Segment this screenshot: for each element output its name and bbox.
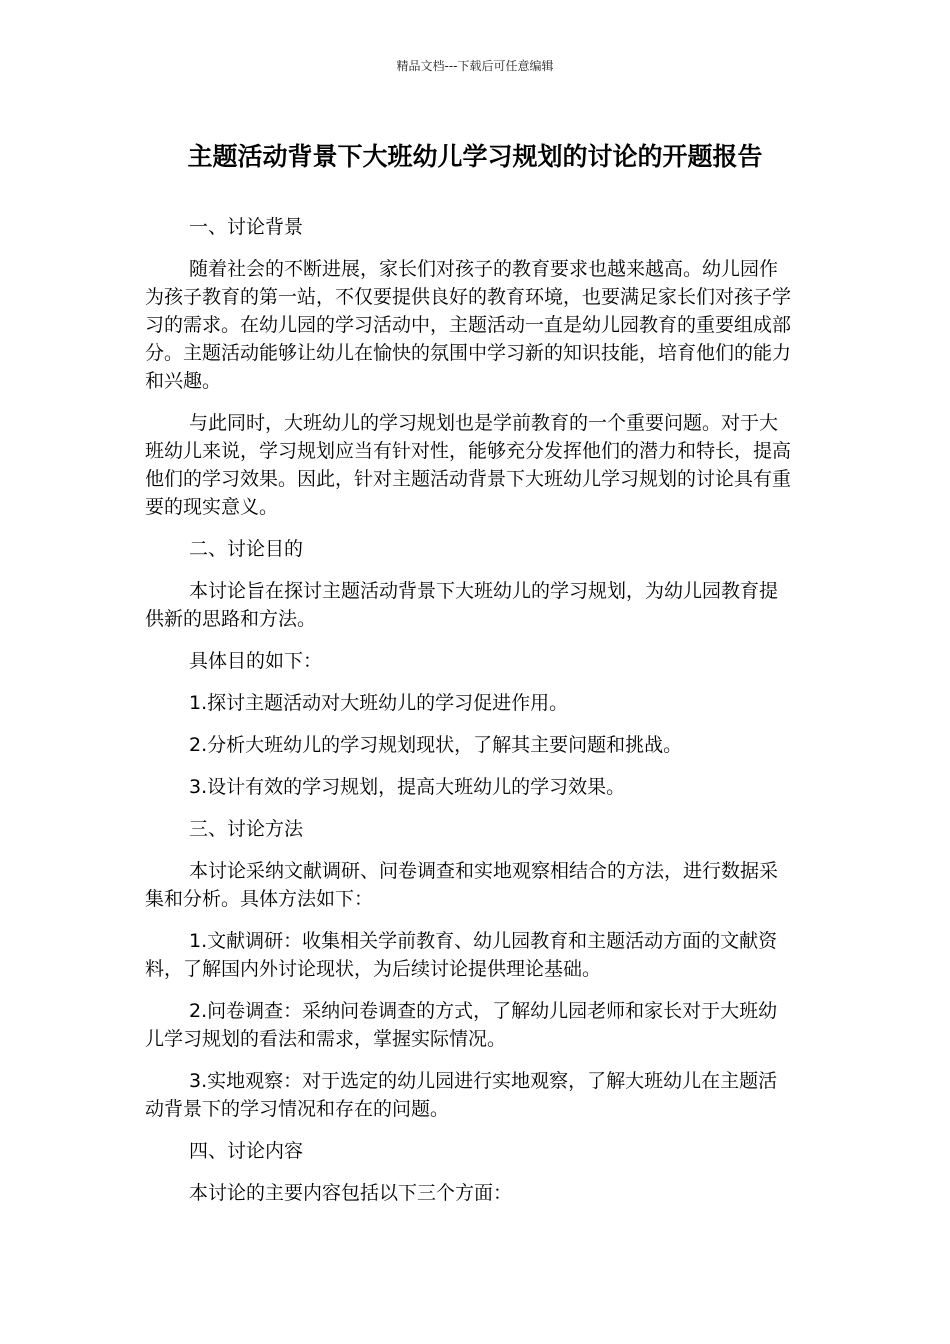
list-item: 2.问卷调查：采纳问卷调查的方式，了解幼儿园老师和家长对于大班幼儿学习规划的看法和需求，掌握实际情况。 bbox=[145, 1000, 778, 1050]
document-body bbox=[145, 213, 795, 1221]
list-item: 3.实地观察：对于选定的幼儿园进行实地观察，了解大班幼儿在主题活动背景下的学习情况和存在的问题。 bbox=[145, 1070, 778, 1120]
section-heading-content: 四、讨论内容 bbox=[189, 1140, 304, 1162]
section-heading-background: 一、讨论背景 bbox=[189, 216, 304, 238]
document-title: 主题活动背景下大班幼儿学习规划的讨论的开题报告 bbox=[187, 142, 763, 171]
paragraph: 本讨论的主要内容包括以下三个方面： bbox=[189, 1182, 513, 1204]
paragraph: 具体目的如下： bbox=[189, 650, 323, 672]
list-item: 3.设计有效的学习规划，提高大班幼儿的学习效果。 bbox=[189, 776, 626, 798]
list-item: 1.探讨主题活动对大班幼儿的学习促进作用。 bbox=[189, 692, 569, 714]
section-heading-methods: 三、讨论方法 bbox=[189, 818, 304, 840]
header-note: 精品文档---下载后可任意编辑 bbox=[396, 59, 554, 73]
paragraph: 与此同时，大班幼儿的学习规划也是学前教育的一个重要问题。对于大班幼儿来说，学习规划应当有针对性，能够充分发挥他们的潜力和特长，提高他们的学习效果。因此，针对主题活动背景下大班幼儿学习规划的讨论具有重要的现实意义。 bbox=[145, 412, 792, 518]
list-item: 1.文献调研：收集相关学前教育、幼儿园教育和主题活动方面的文献资料，了解国内外讨论现状，为后续讨论提供理论基础。 bbox=[145, 930, 778, 980]
section-heading-purpose: 二、讨论目的 bbox=[189, 538, 304, 560]
paragraph: 本讨论采纳文献调研、问卷调查和实地观察相结合的方法，进行数据采集和分析。具体方法如下： bbox=[145, 860, 779, 910]
paragraph: 随着社会的不断进展，家长们对孩子的教育要求也越来越高。幼儿园作为孩子教育的第一站，不仅要提供良好的教育环境，也要满足家长们对孩子学习的需求。在幼儿园的学习活动中，主题活动一直是幼儿园教育的重要组成部分。主题活动能够让幼儿在愉快的氛围中学习新的知识技能，培育他们的能力和兴趣。 bbox=[145, 258, 792, 392]
paragraph: 本讨论旨在探讨主题活动背景下大班幼儿的学习规划，为幼儿园教育提供新的思路和方法。 bbox=[145, 580, 779, 630]
list-item: 2.分析大班幼儿的学习规划现状，了解其主要问题和挑战。 bbox=[189, 734, 683, 756]
